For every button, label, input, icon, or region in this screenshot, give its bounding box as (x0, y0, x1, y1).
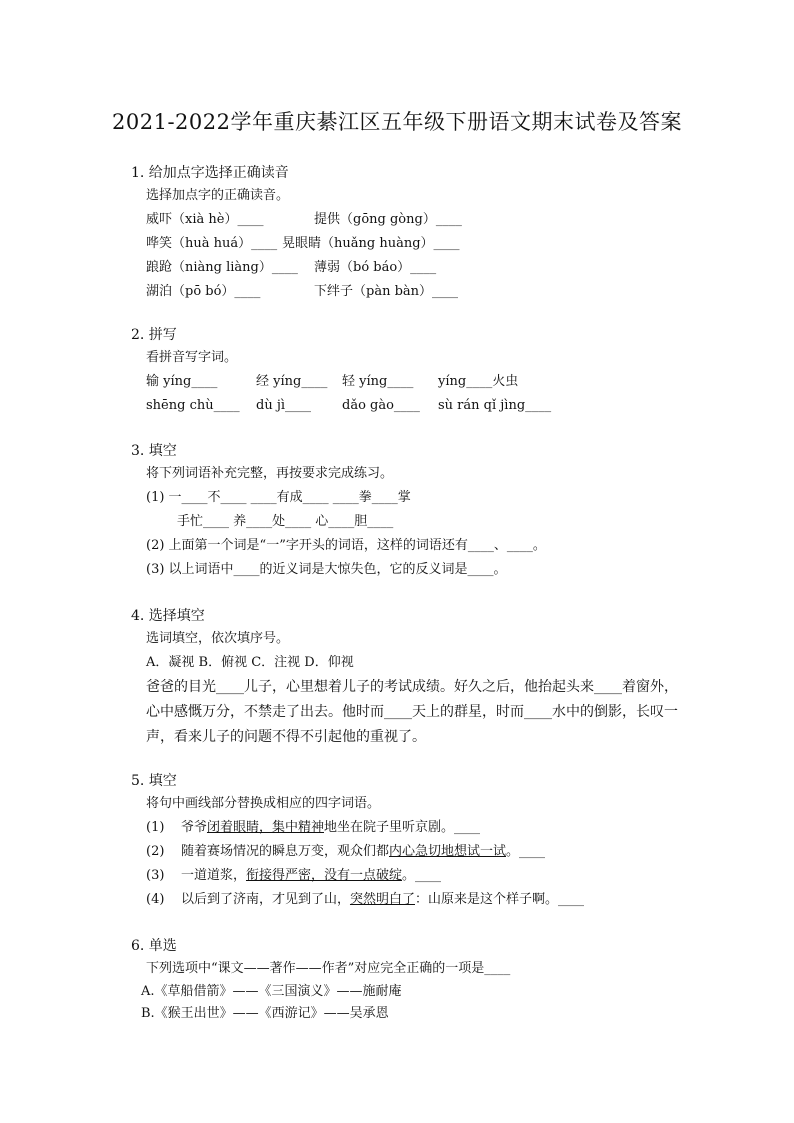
question-heading: 3. 填空 (131, 443, 177, 459)
sentence-pre: 以后到了济南，才见到了山， (180, 892, 350, 907)
page-title: 2021-2022学年重庆綦江区五年级下册语文期末试卷及答案 (112, 110, 682, 134)
pinyin-item: shēng chù____ (146, 398, 240, 413)
sentence-post: 。____ (505, 844, 545, 859)
pinyin-item: dù jì____ (256, 398, 312, 413)
pinyin-choice: 晃眼睛（huǎng huàng）____ (282, 236, 460, 251)
question-6 (131, 935, 691, 1025)
question-instruction: 看拼音写字词。 (146, 350, 238, 365)
option-list: A．凝视 B．俯视 C．注视 D．仰视 (146, 655, 354, 670)
question-heading: 4. 选择填空 (131, 608, 205, 624)
underlined-phrase: 突然明白了 (349, 892, 415, 907)
sentence-number: (4) (146, 892, 165, 907)
pinyin-item: 输 yíng____ (146, 374, 218, 389)
pinyin-choice: 踉跄（niàng liàng）____ (146, 260, 298, 275)
question-instruction: 将句中画线部分替换成相应的四字词语。 (146, 796, 381, 811)
pinyin-item: yíng____火虫 (438, 374, 519, 389)
sentence-post: ：山原来是这个样子啊。____ (414, 892, 584, 907)
fill-line: (2) 上面第一个词是“一”字开头的词语，这样的词语还有____、____。 (146, 538, 546, 553)
underlined-phrase: 闭着眼睛，集中精神 (206, 820, 324, 835)
pinyin-choice: 哗笑（huà huá）____ (146, 236, 278, 251)
sentence-number: (1) (146, 820, 165, 835)
pinyin-choice: 湖泊（pō bó）____ (146, 284, 261, 299)
sentence-pre: 随着赛场情况的瞬息万变，观众们都 (180, 844, 389, 859)
item-row (146, 232, 691, 256)
question-heading: 2. 拼写 (131, 327, 177, 343)
fill-line: 手忙____ 养____处____ 心____胆____ (177, 514, 394, 529)
sentence-item (146, 888, 691, 912)
pinyin-item: dǎo gào____ (342, 398, 420, 413)
underlined-phrase: 内心急切地想试一试 (388, 844, 506, 859)
sentence-post: 地坐在院子里听京剧。____ (323, 820, 480, 835)
sentence-pre: 一道道浆， (180, 868, 246, 883)
item-row (146, 280, 691, 304)
pinyin-item: 轻 yíng____ (342, 374, 414, 389)
question-4 (131, 605, 691, 750)
question-1 (131, 162, 691, 304)
question-heading: 5. 填空 (131, 773, 177, 789)
question-instruction: 选择加点字的正确读音。 (146, 188, 290, 203)
sentence-number: (2) (146, 844, 165, 859)
question-instruction: 选词填空，依次填序号。 (146, 631, 290, 646)
question-3 (131, 440, 691, 582)
sentence-pre: 爷爷 (180, 820, 207, 835)
sentence-item (146, 864, 691, 888)
sentence-item (146, 816, 691, 840)
question-instruction: 下列选项中“课文——著作——作者”对应完全正确的一项是____ (146, 961, 511, 976)
item-row (146, 256, 691, 280)
pinyin-item: 经 yíng____ (256, 374, 328, 389)
option-a: A.《草船借箭》——《三国演义》——施耐庵 (141, 984, 402, 999)
pinyin-choice: 下绊子（pàn bàn）____ (314, 284, 459, 299)
pinyin-item: sù rán qǐ jìng____ (438, 398, 552, 413)
pinyin-choice: 提供（gōng gòng）____ (314, 212, 462, 227)
question-2 (131, 324, 691, 418)
fill-line: (3) 以上词语中____的近义词是大惊失色，它的反义词是____。 (146, 562, 507, 577)
pinyin-choice: 薄弱（bó báo）____ (314, 260, 437, 275)
question-heading: 6. 单选 (131, 938, 177, 954)
fill-line: (1) 一____不____ ____有成____ ____拳____掌 (146, 490, 411, 505)
pinyin-choice: 威吓（xià hè）____ (146, 212, 264, 227)
item-row (146, 208, 691, 232)
option-b: B.《猴王出世》——《西游记》——吴承恩 (141, 1006, 389, 1021)
question-instruction: 将下列词语补充完整，再按要求完成练习。 (146, 466, 394, 481)
question-5 (131, 770, 691, 912)
item-row (146, 394, 691, 418)
item-row (146, 370, 691, 394)
sentence-post: 。____ (401, 868, 441, 883)
question-heading: 1. 给加点字选择正确读音 (131, 165, 289, 181)
sentence-number: (3) (146, 868, 165, 883)
passage-text: 爸爸的目光____儿子，心里想着儿子的考试成绩。好久之后，他抬起头来____着窗外，心中感慨万分，不禁走了出去。他时而____天上的群星，时而____水中的倒影，长叹一声，看来儿子的问题不得不引起他的重视了。 (146, 679, 678, 745)
sentence-item (146, 840, 691, 864)
underlined-phrase: 衔接得严密，没有一点破绽 (245, 868, 402, 883)
